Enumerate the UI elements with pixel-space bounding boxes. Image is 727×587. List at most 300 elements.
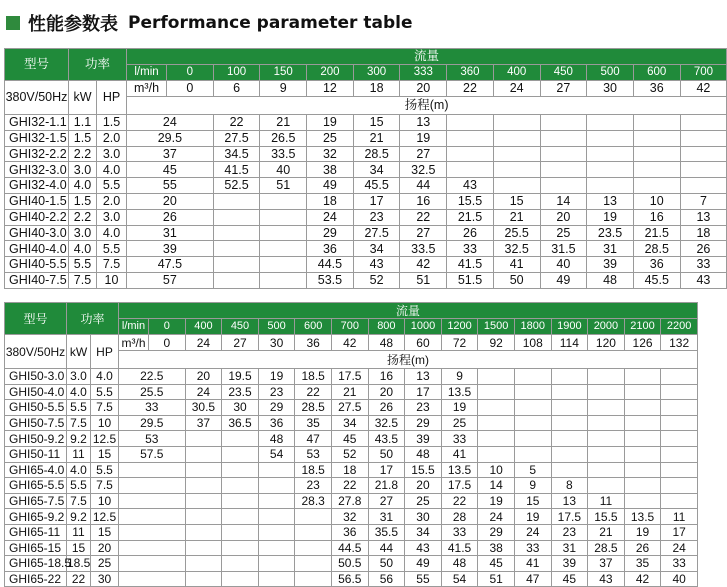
model-cell: GHI40-3.0 bbox=[5, 225, 69, 241]
head-cell: 9 bbox=[441, 369, 478, 385]
table-row bbox=[5, 400, 698, 416]
lmin-value: 1200 bbox=[441, 319, 478, 335]
head-cell bbox=[295, 509, 332, 525]
m3h-label: m³/h bbox=[119, 335, 149, 351]
model-cell: GHI32-1.5 bbox=[5, 130, 69, 146]
head-cell bbox=[633, 130, 680, 146]
head-cell bbox=[222, 571, 259, 587]
head-cell: 33.5 bbox=[260, 146, 307, 162]
head-cell: 26 bbox=[368, 400, 405, 416]
head-cell: 20 bbox=[540, 209, 587, 225]
head-cell: 51 bbox=[260, 178, 307, 194]
head-cell: 41 bbox=[441, 446, 478, 462]
head-cell bbox=[540, 146, 587, 162]
head-cell: 51 bbox=[478, 571, 515, 587]
model-cell: GHI32-1.1 bbox=[5, 115, 69, 131]
hp-cell: 10 bbox=[91, 415, 119, 431]
voltage-label: 380V/50Hz bbox=[5, 335, 67, 369]
head-cell bbox=[295, 524, 332, 540]
head-cell: 45.5 bbox=[633, 272, 680, 288]
head-cell: 13 bbox=[405, 369, 442, 385]
kw-cell: 5.5 bbox=[69, 257, 97, 273]
lmin-value: 2100 bbox=[624, 319, 661, 335]
lmin-value: 600 bbox=[295, 319, 332, 335]
kw-cell: 3.0 bbox=[69, 162, 97, 178]
head-cell: 28.5 bbox=[633, 241, 680, 257]
head-cell: 39 bbox=[551, 556, 588, 572]
kw-cell: 11 bbox=[67, 524, 91, 540]
head-cell: 21 bbox=[260, 115, 307, 131]
head-cell: 17 bbox=[353, 193, 400, 209]
head-cell: 14 bbox=[540, 193, 587, 209]
head-cell bbox=[661, 462, 698, 478]
model-cell: GHI50-9.2 bbox=[5, 431, 67, 447]
head-cell: 57 bbox=[127, 272, 214, 288]
head-cell bbox=[551, 400, 588, 416]
head-cell bbox=[185, 493, 222, 509]
head-cell bbox=[624, 462, 661, 478]
head-cell: 20 bbox=[405, 478, 442, 494]
head-cell: 43 bbox=[353, 257, 400, 273]
model-cell: GHI65-7.5 bbox=[5, 493, 67, 509]
head-cell bbox=[514, 415, 551, 431]
head-cell: 21.5 bbox=[447, 209, 494, 225]
lmin-value: 2200 bbox=[661, 319, 698, 335]
lmin-value: 400 bbox=[493, 65, 540, 81]
head-cell: 25.5 bbox=[119, 384, 186, 400]
head-cell: 49 bbox=[405, 556, 442, 572]
head-cell: 31 bbox=[551, 540, 588, 556]
kw-cell: 1.5 bbox=[69, 193, 97, 209]
head-cell: 47 bbox=[295, 431, 332, 447]
head-cell: 29 bbox=[405, 415, 442, 431]
model-cell: GHI32-3.0 bbox=[5, 162, 69, 178]
head-cell bbox=[213, 257, 260, 273]
head-cell: 21.5 bbox=[633, 225, 680, 241]
head-cell bbox=[661, 400, 698, 416]
head-cell: 41.5 bbox=[441, 540, 478, 556]
lmin-value: 800 bbox=[368, 319, 405, 335]
head-cell: 26 bbox=[624, 540, 661, 556]
head-cell: 24 bbox=[185, 384, 222, 400]
head-cell bbox=[551, 431, 588, 447]
head-cell bbox=[514, 369, 551, 385]
head-cell: 39 bbox=[405, 431, 442, 447]
model-cell: GHI40-4.0 bbox=[5, 241, 69, 257]
head-cell bbox=[587, 115, 634, 131]
table-row bbox=[5, 193, 727, 209]
table-row bbox=[5, 241, 727, 257]
head-cell bbox=[119, 524, 186, 540]
head-cell: 23.5 bbox=[222, 384, 259, 400]
hp-cell: 15 bbox=[91, 446, 119, 462]
head-cell: 26 bbox=[447, 225, 494, 241]
table-row bbox=[5, 257, 727, 273]
head-cell bbox=[213, 272, 260, 288]
head-cell: 23 bbox=[551, 524, 588, 540]
head-cell: 54 bbox=[258, 446, 295, 462]
m3h-value: 20 bbox=[400, 81, 447, 97]
head-cell: 30.5 bbox=[185, 400, 222, 416]
hp-cell: 4.0 bbox=[91, 369, 119, 385]
head-cell: 15.5 bbox=[447, 193, 494, 209]
head-cell: 13 bbox=[551, 493, 588, 509]
head-cell: 55 bbox=[127, 178, 214, 194]
lmin-value: 450 bbox=[540, 65, 587, 81]
title-marker-icon bbox=[6, 16, 20, 30]
head-cell bbox=[588, 446, 625, 462]
head-cell: 17 bbox=[405, 384, 442, 400]
lmin-value: 1500 bbox=[478, 319, 515, 335]
head-cell: 39 bbox=[127, 241, 214, 257]
performance-table-ghi50-ghi65 bbox=[4, 302, 698, 587]
m3h-value: 48 bbox=[368, 335, 405, 351]
hp-cell: 2.0 bbox=[97, 193, 127, 209]
m3h-value: 18 bbox=[353, 81, 400, 97]
hp-cell: 7.5 bbox=[91, 478, 119, 494]
head-cell bbox=[447, 115, 494, 131]
head-cell: 52.5 bbox=[213, 178, 260, 194]
lmin-value: 500 bbox=[587, 65, 634, 81]
m3h-value: 36 bbox=[633, 81, 680, 97]
head-cell bbox=[222, 446, 259, 462]
head-cell: 16 bbox=[633, 209, 680, 225]
head-cell bbox=[185, 571, 222, 587]
head-cell: 28.3 bbox=[295, 493, 332, 509]
kw-cell: 7.5 bbox=[67, 493, 91, 509]
head-cell: 52 bbox=[331, 446, 368, 462]
head-cell: 23.5 bbox=[587, 225, 634, 241]
header-row-flow bbox=[5, 303, 698, 319]
head-cell bbox=[119, 509, 186, 525]
head-cell bbox=[661, 369, 698, 385]
table-row bbox=[5, 272, 727, 288]
head-cell: 21 bbox=[331, 384, 368, 400]
model-cell: GHI32-2.2 bbox=[5, 146, 69, 162]
head-cell: 29.5 bbox=[119, 415, 186, 431]
head-cell bbox=[119, 462, 186, 478]
head-cell: 20 bbox=[368, 384, 405, 400]
table-row bbox=[5, 540, 698, 556]
head-cell bbox=[588, 400, 625, 416]
hp-cell: 12.5 bbox=[91, 509, 119, 525]
hp-cell: 4.0 bbox=[97, 225, 127, 241]
head-cell bbox=[119, 556, 186, 572]
m3h-value: 92 bbox=[478, 335, 515, 351]
hp-cell: 3.0 bbox=[97, 146, 127, 162]
head-cell bbox=[493, 162, 540, 178]
table-row bbox=[5, 115, 727, 131]
kw-cell: 4.0 bbox=[69, 241, 97, 257]
head-cell: 26.5 bbox=[260, 130, 307, 146]
head-cell bbox=[514, 384, 551, 400]
head-cell bbox=[295, 556, 332, 572]
head-cell bbox=[551, 384, 588, 400]
head-cell bbox=[222, 478, 259, 494]
head-cell: 25 bbox=[441, 415, 478, 431]
m3h-value: 27 bbox=[222, 335, 259, 351]
kw-cell: 2.2 bbox=[69, 146, 97, 162]
hp-cell: 15 bbox=[91, 524, 119, 540]
lmin-value: 360 bbox=[447, 65, 494, 81]
head-cell: 17.5 bbox=[331, 369, 368, 385]
head-cell: 41.5 bbox=[213, 162, 260, 178]
head-cell bbox=[633, 178, 680, 194]
head-cell bbox=[119, 493, 186, 509]
head-cell: 22 bbox=[213, 115, 260, 131]
head-cell bbox=[213, 225, 260, 241]
head-cell: 26 bbox=[680, 241, 727, 257]
head-cell: 36 bbox=[258, 415, 295, 431]
lmin-label: l/min bbox=[119, 319, 149, 335]
head-cell bbox=[624, 415, 661, 431]
lmin-value: 0 bbox=[167, 65, 214, 81]
head-cell bbox=[633, 146, 680, 162]
head-cell: 43 bbox=[405, 540, 442, 556]
head-cell: 29 bbox=[307, 225, 354, 241]
head-cell: 26 bbox=[127, 209, 214, 225]
head-cell: 13.5 bbox=[624, 509, 661, 525]
table-row bbox=[5, 146, 727, 162]
head-cell: 44 bbox=[400, 178, 447, 194]
table-row bbox=[5, 462, 698, 478]
head-cell bbox=[222, 462, 259, 478]
head-cell: 43 bbox=[447, 178, 494, 194]
table-row bbox=[5, 556, 698, 572]
lmin-value: 2000 bbox=[588, 319, 625, 335]
head-cell: 13.5 bbox=[441, 384, 478, 400]
head-cell bbox=[514, 431, 551, 447]
hp-cell: 20 bbox=[91, 540, 119, 556]
head-cell: 43 bbox=[680, 272, 727, 288]
head-cell: 10 bbox=[633, 193, 680, 209]
head-cell: 51 bbox=[400, 272, 447, 288]
m3h-value: 30 bbox=[258, 335, 295, 351]
head-cell bbox=[588, 384, 625, 400]
head-cell: 19.5 bbox=[222, 369, 259, 385]
head-cell bbox=[661, 431, 698, 447]
head-cell: 24 bbox=[127, 115, 214, 131]
head-cell bbox=[185, 524, 222, 540]
head-cell: 19 bbox=[624, 524, 661, 540]
head-cell: 19 bbox=[258, 369, 295, 385]
head-cell bbox=[624, 493, 661, 509]
head-cell bbox=[447, 146, 494, 162]
head-cell: 23 bbox=[353, 209, 400, 225]
header-power: 功率 bbox=[69, 49, 127, 81]
lmin-value: 450 bbox=[222, 319, 259, 335]
head-cell: 53.5 bbox=[307, 272, 354, 288]
m3h-value: 36 bbox=[295, 335, 332, 351]
head-cell: 48 bbox=[587, 272, 634, 288]
head-cell: 23 bbox=[405, 400, 442, 416]
head-cell: 33 bbox=[119, 400, 186, 416]
head-cell bbox=[260, 272, 307, 288]
head-cell bbox=[222, 431, 259, 447]
model-cell: GHI40-1.5 bbox=[5, 193, 69, 209]
model-cell: GHI40-5.5 bbox=[5, 257, 69, 273]
head-cell: 20 bbox=[127, 193, 214, 209]
m3h-value: 42 bbox=[331, 335, 368, 351]
head-cell bbox=[185, 478, 222, 494]
head-cell bbox=[213, 193, 260, 209]
lmin-value: 500 bbox=[258, 319, 295, 335]
head-cell: 32.5 bbox=[368, 415, 405, 431]
table-row bbox=[5, 225, 727, 241]
head-cell bbox=[478, 431, 515, 447]
model-cell: GHI40-2.2 bbox=[5, 209, 69, 225]
model-cell: GHI65-11 bbox=[5, 524, 67, 540]
m3h-value: 72 bbox=[441, 335, 478, 351]
kw-cell: 9.2 bbox=[67, 431, 91, 447]
table-row bbox=[5, 178, 727, 194]
head-cell: 39 bbox=[587, 257, 634, 273]
hp-cell: 5.5 bbox=[97, 178, 127, 194]
page-title bbox=[6, 10, 412, 36]
head-cell: 19 bbox=[307, 115, 354, 131]
head-cell bbox=[661, 384, 698, 400]
head-cell bbox=[119, 478, 186, 494]
m3h-value: 22 bbox=[447, 81, 494, 97]
head-cell: 18 bbox=[331, 462, 368, 478]
m3h-value: 0 bbox=[167, 81, 214, 97]
hp-cell: 10 bbox=[97, 272, 127, 288]
table-row bbox=[5, 524, 698, 540]
lmin-value: 1800 bbox=[514, 319, 551, 335]
head-cell: 15 bbox=[514, 493, 551, 509]
head-cell: 50 bbox=[368, 446, 405, 462]
head-cell bbox=[260, 225, 307, 241]
head-cell: 48 bbox=[405, 446, 442, 462]
kw-cell: 3.0 bbox=[69, 225, 97, 241]
head-cell: 7 bbox=[680, 193, 727, 209]
kw-cell: 11 bbox=[67, 446, 91, 462]
head-cell bbox=[258, 493, 295, 509]
head-cell bbox=[680, 130, 727, 146]
head-cell: 29.5 bbox=[127, 130, 214, 146]
header-flow: 流量 bbox=[119, 303, 698, 319]
lmin-value: 333 bbox=[400, 65, 447, 81]
head-cell: 34 bbox=[353, 241, 400, 257]
head-cell: 19 bbox=[441, 400, 478, 416]
head-cell: 33 bbox=[514, 540, 551, 556]
hp-cell: 10 bbox=[91, 493, 119, 509]
head-cell: 50.5 bbox=[331, 556, 368, 572]
m3h-value: 132 bbox=[661, 335, 698, 351]
m3h-value: 30 bbox=[587, 81, 634, 97]
head-cell bbox=[295, 540, 332, 556]
head-cell: 21 bbox=[493, 209, 540, 225]
m3h-value: 9 bbox=[260, 81, 307, 97]
table-row bbox=[5, 431, 698, 447]
head-cell bbox=[185, 540, 222, 556]
head-cell: 44.5 bbox=[307, 257, 354, 273]
head-cell: 40 bbox=[540, 257, 587, 273]
header-row-m3h bbox=[5, 335, 698, 351]
head-cell bbox=[540, 162, 587, 178]
kw-cell: 4.0 bbox=[67, 384, 91, 400]
head-cell bbox=[587, 162, 634, 178]
head-cell bbox=[493, 146, 540, 162]
lmin-value: 600 bbox=[633, 65, 680, 81]
model-cell: GHI50-4.0 bbox=[5, 384, 67, 400]
table-row bbox=[5, 209, 727, 225]
head-cell: 56.5 bbox=[331, 571, 368, 587]
head-cell bbox=[185, 431, 222, 447]
head-cell: 28.5 bbox=[588, 540, 625, 556]
head-cell: 36 bbox=[307, 241, 354, 257]
table-row bbox=[5, 478, 698, 494]
head-cell: 55 bbox=[405, 571, 442, 587]
head-cell: 33 bbox=[441, 431, 478, 447]
head-cell: 31 bbox=[127, 225, 214, 241]
table-row bbox=[5, 162, 727, 178]
head-cell bbox=[258, 540, 295, 556]
lmin-value: 1000 bbox=[405, 319, 442, 335]
model-cell: GHI32-4.0 bbox=[5, 178, 69, 194]
head-cell: 19 bbox=[587, 209, 634, 225]
head-cell bbox=[587, 146, 634, 162]
head-cell bbox=[661, 415, 698, 431]
head-cell bbox=[258, 571, 295, 587]
model-cell: GHI65-5.5 bbox=[5, 478, 67, 494]
hp-cell: 12.5 bbox=[91, 431, 119, 447]
lmin-value: 100 bbox=[213, 65, 260, 81]
lmin-value: 150 bbox=[260, 65, 307, 81]
head-cell: 51.5 bbox=[447, 272, 494, 288]
head-cell bbox=[540, 115, 587, 131]
model-cell: GHI50-3.0 bbox=[5, 369, 67, 385]
head-cell bbox=[624, 369, 661, 385]
head-cell bbox=[680, 162, 727, 178]
performance-table-ghi32-ghi40 bbox=[4, 48, 727, 289]
head-cell: 18.5 bbox=[295, 462, 332, 478]
head-cell: 21 bbox=[588, 524, 625, 540]
head-cell: 42 bbox=[400, 257, 447, 273]
kw-cell: 4.0 bbox=[67, 462, 91, 478]
head-cell bbox=[551, 446, 588, 462]
hp-label: HP bbox=[91, 335, 119, 369]
head-cell bbox=[588, 369, 625, 385]
hp-cell: 25 bbox=[91, 556, 119, 572]
head-cell: 27.5 bbox=[353, 225, 400, 241]
head-cell: 13 bbox=[587, 193, 634, 209]
head-cell bbox=[185, 462, 222, 478]
head-cell bbox=[447, 130, 494, 146]
header-model: 型号 bbox=[5, 303, 67, 335]
kw-cell: 7.5 bbox=[67, 415, 91, 431]
head-cell: 32 bbox=[307, 146, 354, 162]
head-cell bbox=[588, 431, 625, 447]
head-cell: 42 bbox=[624, 571, 661, 587]
head-cell bbox=[493, 130, 540, 146]
head-cell: 33 bbox=[441, 524, 478, 540]
head-cell bbox=[213, 241, 260, 257]
head-cell bbox=[661, 478, 698, 494]
head-cell bbox=[633, 162, 680, 178]
head-cell: 45 bbox=[478, 556, 515, 572]
head-cell: 43.5 bbox=[368, 431, 405, 447]
head-cell: 15.5 bbox=[405, 462, 442, 478]
head-cell: 33 bbox=[447, 241, 494, 257]
m3h-value: 42 bbox=[680, 81, 727, 97]
head-cell bbox=[222, 556, 259, 572]
head-cell bbox=[514, 446, 551, 462]
table-row bbox=[5, 384, 698, 400]
head-cell: 21.8 bbox=[368, 478, 405, 494]
title-chinese: 性能参数表 bbox=[28, 14, 118, 35]
m3h-value: 24 bbox=[185, 335, 222, 351]
